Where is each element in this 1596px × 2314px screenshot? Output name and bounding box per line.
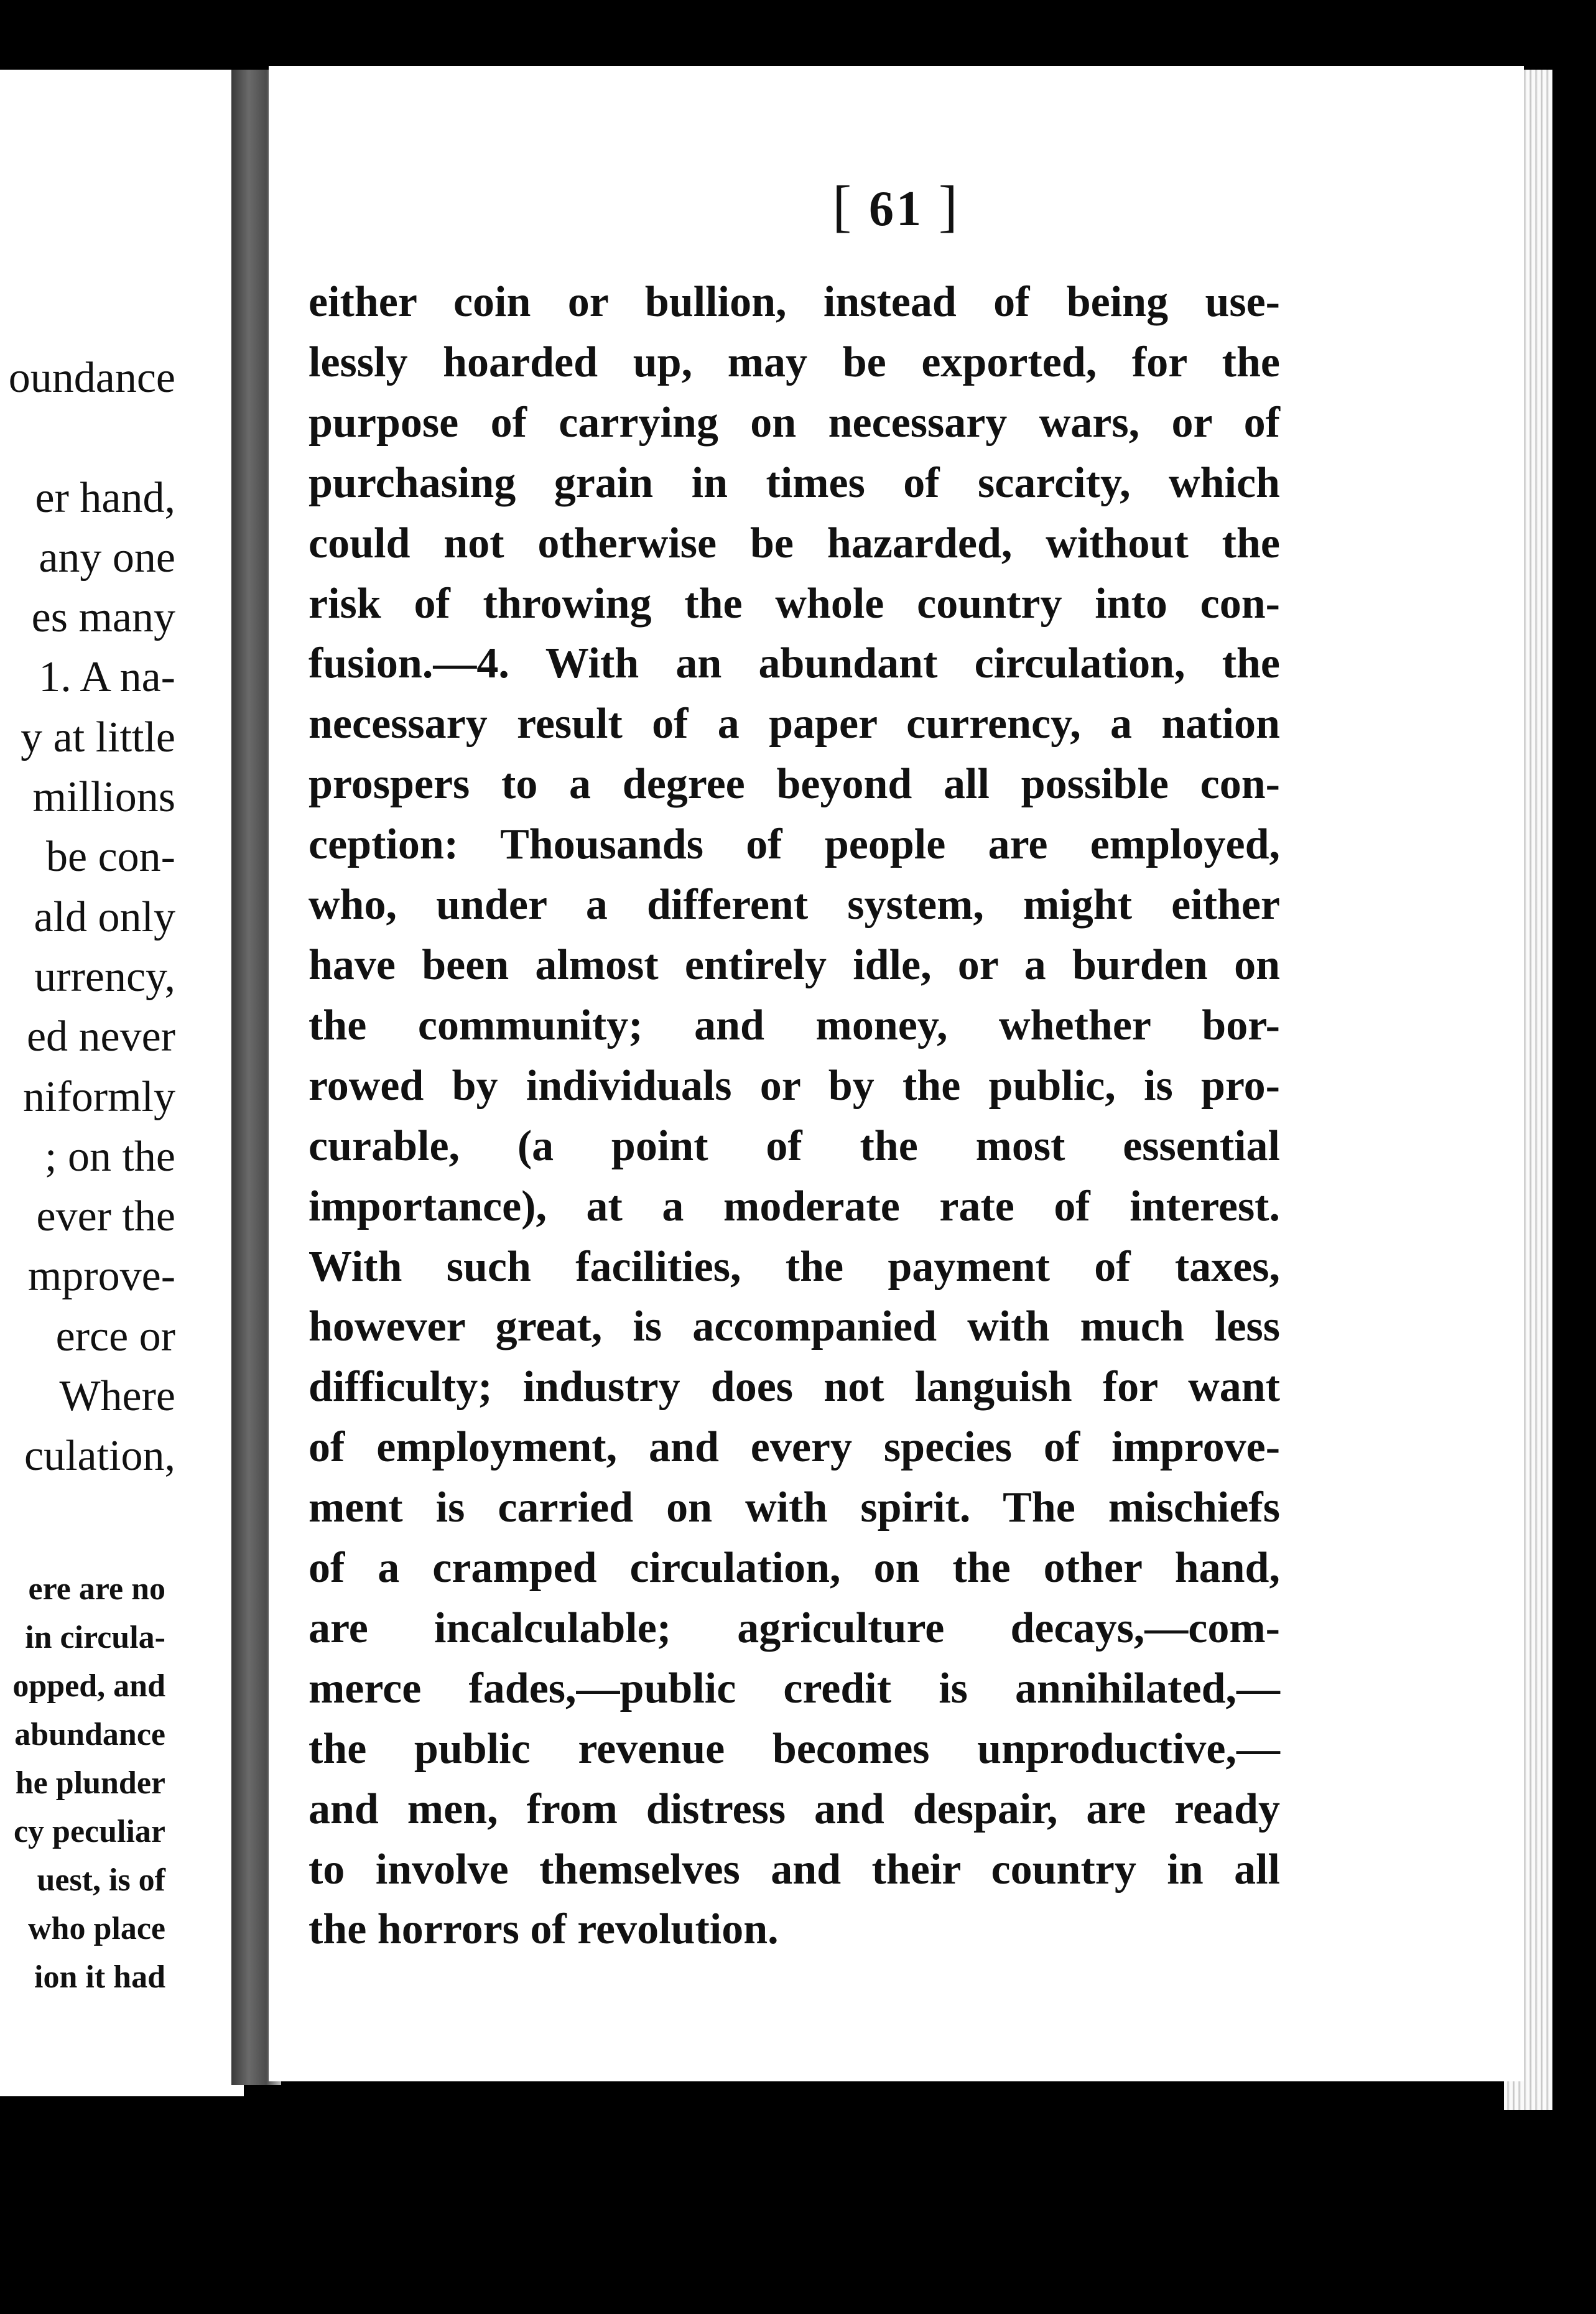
text-line: necessary result of a paper currency, a nation xyxy=(309,700,1280,748)
left-page-body-text xyxy=(0,348,175,1487)
left-page-line: oundance xyxy=(8,354,175,402)
left-page-note-line: abundance xyxy=(14,1717,165,1752)
left-page-line: niformly xyxy=(23,1072,175,1121)
left-page-line: any one xyxy=(39,533,175,582)
text-line: ment is carried on with spirit. The mischiefs xyxy=(309,1484,1280,1532)
bracket-open: [ xyxy=(832,174,854,238)
left-page-line: mprove- xyxy=(27,1252,175,1301)
text-line: With such facilities, the payment of taxes, xyxy=(309,1242,1280,1291)
left-page-note-line: opped, and xyxy=(12,1668,165,1704)
text-line: curable, (a point of the most essential xyxy=(309,1122,1280,1170)
left-page-line: millions xyxy=(32,773,175,822)
left-page-note-line: ion it had xyxy=(34,1959,165,1995)
left-page-line: ald only xyxy=(34,893,175,941)
text-line: rowed by individuals or by the public, is pro- xyxy=(309,1061,1280,1110)
text-line: purpose of carrying on necessary wars, or of xyxy=(309,398,1280,447)
text-line: prospers to a degree beyond all possible con- xyxy=(309,760,1280,809)
left-page-note-line: ere are no xyxy=(28,1571,165,1607)
page-body-text xyxy=(309,272,1280,1960)
text-line: who, under a different system, might either xyxy=(309,881,1280,929)
text-line: purchasing grain in times of scarcity, which xyxy=(309,458,1280,507)
text-line: either coin or bullion, instead of being use- xyxy=(309,278,1280,326)
left-page xyxy=(0,70,244,2096)
text-line: however great, is accompanied with much less xyxy=(309,1303,1280,1351)
left-page-line xyxy=(0,408,175,468)
left-page-line: erce or xyxy=(55,1312,175,1360)
left-page-note-line: in circula- xyxy=(25,1620,165,1655)
text-line: the community; and money, whether bor- xyxy=(309,1001,1280,1049)
text-line: difficulty; industry does not languish for want xyxy=(309,1363,1280,1411)
left-page-line: be con- xyxy=(46,833,175,881)
text-line: ception: Thousands of people are employed, xyxy=(309,820,1280,869)
text-line: to involve themselves and their country in all xyxy=(309,1845,1280,1893)
left-page-line: ; on the xyxy=(45,1132,175,1181)
text-line: and men, from distress and despair, are ready xyxy=(309,1785,1280,1833)
left-page-line: ever the xyxy=(36,1192,175,1241)
text-line: have been almost entirely idle, or a burden on xyxy=(309,941,1280,989)
left-page-note-line: who place xyxy=(28,1911,165,1946)
left-page-note-line: he plunder xyxy=(15,1765,165,1801)
left-page-line: culation, xyxy=(24,1432,175,1480)
text-line: importance), at a moderate rate of interest. xyxy=(309,1182,1280,1230)
left-page-line: er hand, xyxy=(35,473,175,522)
text-line: could not otherwise be hazarded, without the xyxy=(309,519,1280,567)
left-page-line: urrency, xyxy=(34,952,175,1001)
page-number: 61 xyxy=(869,182,924,236)
right-page xyxy=(269,66,1524,2081)
bracket-close: ] xyxy=(939,174,960,238)
left-page-note-line: uest, is of xyxy=(37,1862,165,1898)
text-line: lessly hoarded up, may be exported, for the xyxy=(309,338,1280,386)
left-page-note-line: cy peculiar xyxy=(13,1814,165,1849)
left-page-line: ed never xyxy=(26,1013,175,1061)
text-line: risk of throwing the whole country into con- xyxy=(309,579,1280,628)
text-line: the public revenue becomes unproductive,— xyxy=(309,1724,1280,1773)
left-page-line: 1. A na- xyxy=(39,653,175,702)
text-line: of a cramped circulation, on the other hand, xyxy=(309,1544,1280,1592)
text-line: fusion.—4. With an abundant circulation, the xyxy=(309,639,1280,688)
text-line: of employment, and every species of improve- xyxy=(309,1423,1280,1472)
left-page-line: es many xyxy=(31,593,175,642)
left-page-line: y at little xyxy=(21,713,175,761)
text-line: merce fades,—public credit is annihilated,— xyxy=(309,1664,1280,1712)
page-number-header xyxy=(269,173,1524,239)
left-page-line: Where xyxy=(59,1372,175,1421)
text-line: are incalculable; agriculture decays,—com- xyxy=(309,1604,1280,1652)
text-line: the horrors of revolution. xyxy=(309,1905,779,1954)
left-page-footnote xyxy=(0,1565,165,2002)
